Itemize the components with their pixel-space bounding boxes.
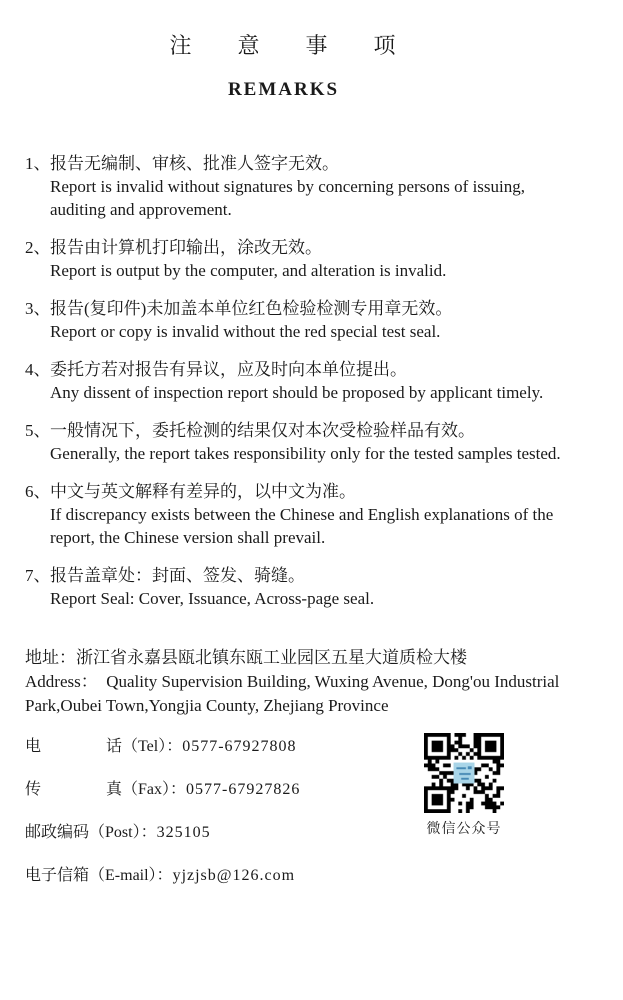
contact-label-zh: 电话 bbox=[25, 738, 122, 755]
address-block bbox=[25, 646, 587, 718]
remark-number: 1、 bbox=[25, 154, 51, 173]
remark-text-zh: 报告无编制、审核、批准人签字无效。 bbox=[50, 154, 339, 173]
remark-text-en: Any dissent of inspection report should be proposed by applicant timely. bbox=[50, 383, 544, 402]
contact-label-en: （Fax）： bbox=[122, 781, 187, 798]
address-en: Address： Quality Supervision Building, Wuxing Avenue, Dong'ou Industrial Park,Oubei Town,Yongjia County, Zhejiang Province bbox=[25, 672, 564, 715]
remark-number: 3、 bbox=[25, 299, 51, 318]
remark-item-7 bbox=[25, 564, 575, 610]
remark-text-en: Report is output by the computer, and alteration is invalid. bbox=[50, 261, 447, 280]
contact-row-tel bbox=[25, 736, 623, 757]
remark-text-zh: 报告由计算机打印输出，涂改无效。 bbox=[50, 238, 322, 257]
remark-text-zh: 委托方若对报告有异议，应及时向本单位提出。 bbox=[50, 360, 407, 379]
contact-block bbox=[25, 736, 623, 886]
qr-caption: 微信公众号 bbox=[426, 822, 502, 837]
contact-row-fax bbox=[25, 779, 623, 800]
remark-item-1 bbox=[25, 152, 575, 221]
page-title-zh: 注意事项 bbox=[169, 33, 442, 58]
email-value: yjzjsb@126.com bbox=[172, 867, 296, 884]
remark-number: 5、 bbox=[25, 421, 51, 440]
post-value: 325105 bbox=[156, 824, 211, 841]
address-zh: 地址：浙江省永嘉县瓯北镇东瓯工业园区五星大道质检大楼 bbox=[25, 648, 467, 667]
fax-value: 0577-67927826 bbox=[186, 781, 301, 798]
remark-text-en: Report or copy is invalid without the red special test seal. bbox=[50, 322, 441, 341]
wechat-qr-block bbox=[422, 733, 506, 838]
page-title-en: REMARKS bbox=[227, 79, 340, 100]
remark-text-zh: 报告(复印件)未加盖本单位红色检验检测专用章无效。 bbox=[50, 299, 453, 318]
contact-row-post bbox=[25, 822, 623, 843]
remark-text-zh: 一般情况下，委托检测的结果仅对本次受检验样品有效。 bbox=[50, 421, 475, 440]
remark-item-6 bbox=[25, 480, 575, 549]
tel-value: 0577-67927808 bbox=[182, 738, 297, 755]
contact-label-en: （Post）： bbox=[89, 824, 157, 841]
remarks-list bbox=[25, 152, 575, 610]
remark-number: 6、 bbox=[25, 482, 51, 501]
remark-item-5 bbox=[25, 419, 575, 465]
remark-text-zh: 报告盖章处：封面、签发、骑缝。 bbox=[50, 566, 305, 585]
contact-label-zh: 电子信箱 bbox=[25, 867, 90, 884]
contact-label-zh: 传真 bbox=[25, 781, 122, 798]
page-header bbox=[0, 0, 565, 101]
remark-number: 7、 bbox=[25, 566, 51, 585]
remark-item-4 bbox=[25, 358, 575, 404]
contact-label-en: （Tel）： bbox=[122, 738, 183, 755]
qr-code bbox=[424, 733, 504, 813]
remark-number: 2、 bbox=[25, 238, 51, 257]
remark-item-2 bbox=[25, 236, 575, 282]
remark-text-en: Generally, the report takes responsibility only for the tested samples tested. bbox=[50, 444, 561, 463]
remark-text-en: If discrepancy exists between the Chinese and English explanations of the report, the Chinese version shall prevail. bbox=[50, 505, 554, 547]
remark-text-en: Report is invalid without signatures by concerning persons of issuing, auditing and approvement. bbox=[50, 177, 525, 219]
remark-item-3 bbox=[25, 297, 575, 343]
remark-text-en: Report Seal: Cover, Issuance, Across-page seal. bbox=[50, 589, 375, 608]
contact-label-zh: 邮政编码 bbox=[25, 824, 90, 841]
contact-row-email bbox=[25, 865, 623, 886]
contact-label-en: （E-mail）： bbox=[89, 867, 173, 884]
remark-number: 4、 bbox=[25, 360, 51, 379]
remark-text-zh: 中文与英文解释有差异的，以中文为准。 bbox=[50, 482, 356, 501]
